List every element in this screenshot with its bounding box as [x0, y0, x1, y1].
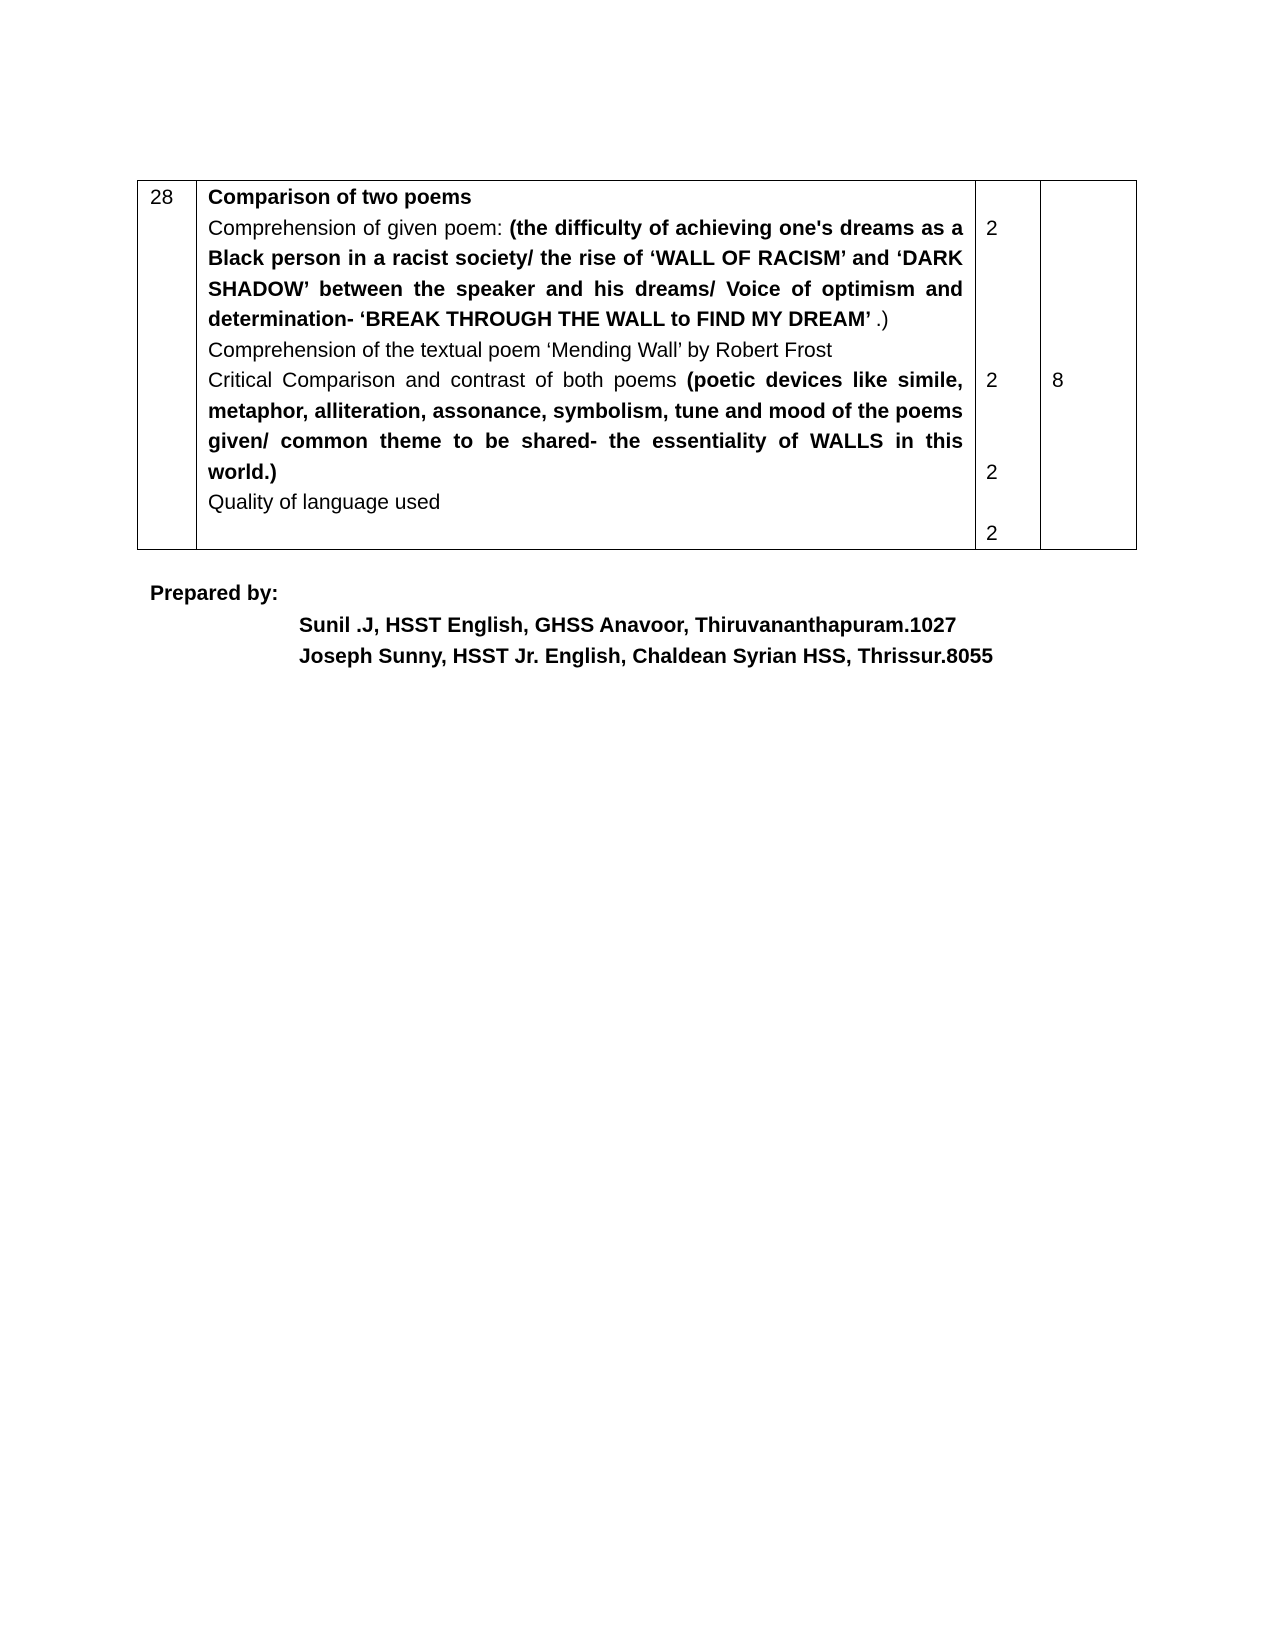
criterion-mark: 2	[986, 369, 998, 392]
criterion-item	[208, 366, 963, 488]
criterion-detail: (the difficulty of achieving one's dreams as a Black person in a racist society/ the rise of ‘WALL OF RACISM’ and ‘DARK SHADOW’ between the speaker and his dreams/ Voice of optimism and determination- ‘BREAK THROUGH THE WALL to FIND MY DREAM’	[208, 216, 963, 331]
criterion-mark: 2	[986, 521, 998, 545]
criterion-item	[208, 488, 963, 519]
criterion-text: Critical Comparison and contrast of both poems	[208, 369, 687, 392]
criterion-text: Comprehension of the textual poem ‘Mending Wall’ by Robert Frost	[208, 338, 833, 362]
question-content	[197, 181, 976, 550]
question-title: Comparison of two poems	[208, 186, 472, 209]
criterion-mark: 2	[986, 216, 998, 240]
question-number: 28	[138, 181, 197, 550]
total-mark: 8	[1052, 369, 1064, 392]
author-line: Joseph Sunny, HSST Jr. English, Chaldean Syrian HSS, Thrissur.8055	[299, 645, 993, 668]
table-row	[138, 181, 1137, 550]
marks-column	[976, 181, 1041, 550]
prepared-by-label: Prepared by:	[150, 582, 279, 605]
scoring-table	[137, 180, 1137, 550]
criterion-mark: 2	[986, 460, 998, 484]
criterion-text: Quality of language used	[208, 491, 441, 514]
criterion-text: Comprehension of given poem:	[208, 216, 510, 240]
authors-list	[299, 610, 993, 672]
criterion-item	[208, 214, 963, 336]
criterion-detail: (poetic devices like simile, metaphor, alliteration, assonance, symbolism, tune and mood of the poems given/ common theme to be shared- the essentiality of WALLS in this world.)	[208, 369, 963, 484]
criterion-trail: .)	[875, 308, 889, 331]
total-column	[1041, 181, 1137, 550]
author-line: Sunil .J, HSST English, GHSS Anavoor, Thiruvananthapuram.1027	[299, 614, 957, 637]
criterion-item	[208, 336, 963, 367]
